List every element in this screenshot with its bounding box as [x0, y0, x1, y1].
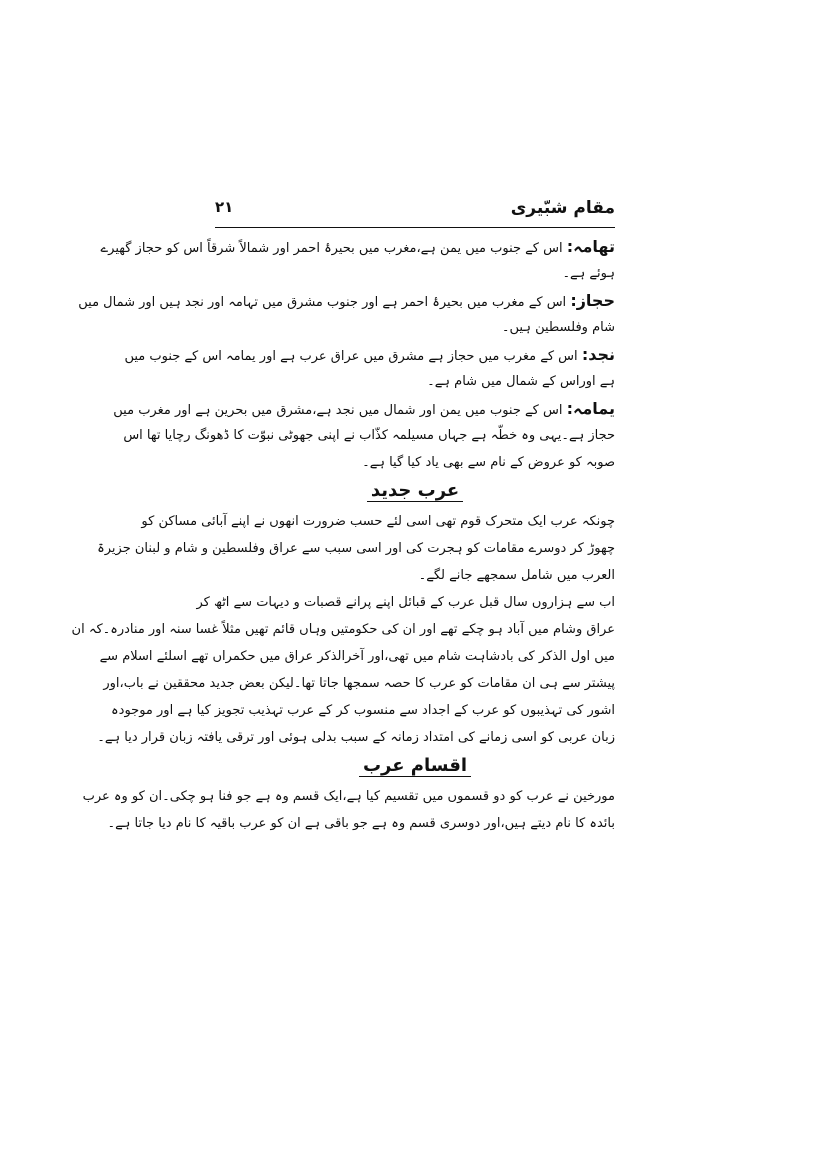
text-line: چھوڑ کر دوسرے مقامات کو ہجرت کی اور اسی سبب سے عراق وفلسطین و شام و لبنان جزیرۃ	[97, 541, 615, 556]
region-term: یمامہ:	[566, 399, 615, 418]
text-line: حجاز: اس کے مغرب میں بحیرۂ احمر ہے اور جنوب مشرق میں تہامہ اور نجد ہیں اور شمال میں	[78, 291, 615, 310]
text-line: بائدہ کا نام دیتے ہیں،اور دوسری قسم وہ ہے جو باقی ہے ان کو عرب باقیہ کا نام دیا جاتا ہے۔	[107, 816, 615, 831]
text-line: مورخین نے عرب کو دو قسموں میں تقسیم کیا ہے،ایک قسم وہ ہے جو فنا ہو چکی۔ان کو وہ عرب	[82, 789, 615, 804]
text-line: حجاز ہے۔یہی وہ خطّہ ہے جہاں مسیلمہ کذّاب نے اپنی جھوٹی نبوّت کا ڈھونگ رچایا تھا اس	[123, 428, 615, 443]
text-line: اشور کی تہذیبوں کو عرب کے اجداد سے منسوب کر کے عرب تہذیب تجویز کیا ہے اور موجودہ	[111, 703, 615, 718]
region-term: نجد:	[581, 345, 615, 364]
text-line: یمامہ: اس کے جنوب میں یمن اور شمال میں نجد ہے،مشرق میں بحرین ہے اور مغرب میں	[113, 399, 615, 418]
text-line: چونکہ عرب ایک متحرک قوم تھی اسی لئے حسب ضرورت انھوں نے اپنے آبائی مساکن کو	[141, 514, 615, 529]
running-title: مقام شبّیری	[510, 198, 615, 218]
text-line: میں اول الذکر کی بادشاہت شام میں تھی،اور آخرالذکر عراق میں حکمراں تھے اسلئے اسلام سے	[99, 649, 615, 664]
text-line: شام وفلسطین ہیں۔	[501, 320, 615, 335]
region-term: تھامہ:	[566, 237, 615, 256]
body-text	[71, 233, 615, 837]
text-line: نجد: اس کے مغرب میں حجاز ہے مشرق میں عراق عرب ہے اور یمامہ اس کے جنوب میں	[124, 345, 615, 364]
section-heading: اقسام عرب	[215, 751, 615, 783]
page-number: ۲۱	[215, 198, 234, 216]
text-line: صوبہ کو عروض کے نام سے بھی یاد کیا گیا ہے۔	[362, 455, 615, 470]
text-line: ہے اوراس کے شمال میں شام ہے۔	[427, 374, 615, 389]
text-line: العرب میں شامل سمجھے جانے لگے۔	[418, 568, 615, 583]
text-line: زبان عربی کو اسی زمانے کی امتداد زمانہ کے سبب بدلی ہوئی اور ترقی یافتہ زبان قرار دیا ہے۔	[97, 730, 615, 745]
text-line: تھامہ: اس کے جنوب میں یمن ہے،مغرب میں بحیرۂ احمر اور شمالاً شرقاً اس کو حجاز گھیرے	[100, 237, 615, 256]
section-heading: عرب جدید	[215, 476, 615, 508]
text-line: ہوئے ہے۔	[562, 266, 615, 281]
region-term: حجاز:	[570, 291, 615, 310]
text-line: پیشتر سے ہی ان مقامات کو عرب کا حصہ سمجھا جاتا تھا۔لیکن بعض جدید محققین نے باب،اور	[103, 676, 615, 691]
text-line: اب سے ہزاروں سال قبل عرب کے قبائل اپنے پرانے قصبات و دیہات سے اٹھ کر	[196, 595, 615, 610]
page-header	[215, 198, 615, 224]
text-line: عراق وشام میں آباد ہو چکے تھے اور ان کی حکومتیں وہاں قائم تھیں مثلاً غسا سنہ اور منادرہ۔کہ ان	[71, 622, 615, 637]
header-rule	[215, 227, 615, 228]
